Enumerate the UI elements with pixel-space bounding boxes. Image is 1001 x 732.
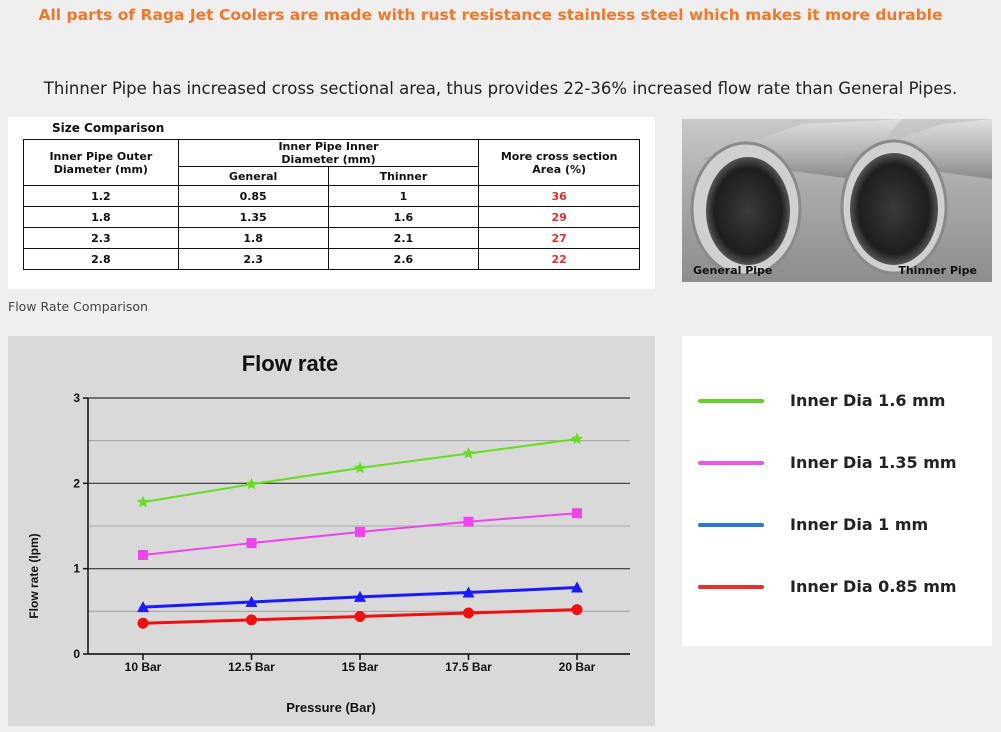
cell-outer: 1.8 — [24, 207, 179, 228]
data-point-star — [571, 433, 583, 445]
x-tick-label: 10 Bar — [124, 660, 162, 674]
header-more-area: More cross section Area (%) — [479, 140, 640, 186]
header-thinner: Thinner — [328, 167, 479, 186]
y-tick-label: 2 — [73, 476, 80, 491]
legend-item — [698, 391, 988, 411]
y-tick-label: 3 — [73, 391, 80, 405]
legend-line — [698, 523, 764, 527]
data-point-square — [138, 550, 148, 560]
subheadline: Thinner Pipe has increased cross sectional area, thus provides 22-36% increased flow rate than General Pipes. — [43, 79, 958, 98]
legend-line — [698, 461, 764, 465]
data-point-square — [572, 508, 582, 518]
x-tick-label: 12.5 Bar — [228, 660, 275, 674]
headline: All parts of Raga Jet Coolers are made with rust resistance stainless steel which makes it more durable — [38, 6, 943, 24]
cell-general: 2.3 — [178, 249, 328, 270]
legend-label: Inner Dia 0.85 mm — [790, 577, 957, 596]
size-comparison-card — [8, 117, 655, 289]
cell-general: 0.85 — [178, 186, 328, 207]
size-comparison-table — [23, 139, 640, 270]
table-row — [24, 186, 640, 207]
legend-label: Inner Dia 1 mm — [790, 515, 929, 534]
cell-area: 29 — [479, 207, 640, 228]
header-general: General — [178, 167, 328, 186]
cell-outer: 2.8 — [24, 249, 179, 270]
chart-series — [137, 433, 583, 629]
table-row — [24, 228, 640, 249]
y-tick-label: 0 — [73, 647, 80, 661]
cell-outer: 1.2 — [24, 186, 179, 207]
cell-area: 36 — [479, 186, 640, 207]
cell-general: 1.35 — [178, 207, 328, 228]
chart-legend — [682, 336, 992, 646]
data-point-circle — [463, 608, 474, 619]
data-point-circle — [355, 611, 366, 622]
flow-rate-chart-svg — [8, 336, 655, 726]
flow-rate-section-label: Flow Rate Comparison — [8, 299, 148, 314]
legend-line — [698, 399, 764, 403]
legend-item — [698, 453, 988, 473]
cell-area: 27 — [479, 228, 640, 249]
cell-thinner: 2.6 — [328, 249, 479, 270]
data-point-square — [464, 517, 474, 527]
legend-line — [698, 585, 764, 589]
chart-title: Flow rate — [241, 351, 339, 376]
general-pipe-label: General Pipe — [693, 264, 773, 277]
data-point-star — [462, 447, 474, 459]
legend-item — [698, 577, 988, 597]
thinner-pipe-label: Thinner Pipe — [898, 264, 977, 277]
cell-area: 22 — [479, 249, 640, 270]
cell-thinner: 2.1 — [328, 228, 479, 249]
header-outer-diameter: Inner Pipe Outer Diameter (mm) — [24, 140, 179, 186]
cell-thinner: 1.6 — [328, 207, 479, 228]
y-axis-label: Flow rate (lpm) — [27, 533, 41, 619]
y-tick-label: 1 — [73, 561, 80, 576]
data-point-circle — [572, 604, 583, 615]
header-inner-diameter: Inner Pipe Inner Diameter (mm) — [178, 140, 479, 167]
flow-rate-chart — [8, 336, 655, 726]
data-point-star — [354, 462, 366, 474]
x-tick-label: 20 Bar — [558, 660, 596, 674]
data-point-star — [245, 478, 257, 490]
data-point-square — [247, 538, 257, 548]
data-point-circle — [138, 618, 149, 629]
cell-general: 1.8 — [178, 228, 328, 249]
cell-outer: 2.3 — [24, 228, 179, 249]
legend-label: Inner Dia 1.35 mm — [790, 453, 957, 472]
data-point-square — [355, 527, 365, 537]
table-row — [24, 207, 640, 228]
size-table-title: Size Comparison — [52, 121, 165, 135]
data-point-star — [137, 496, 149, 508]
x-tick-label: 17.5 Bar — [445, 660, 492, 674]
x-tick-label: 15 Bar — [341, 660, 379, 674]
table-row — [24, 249, 640, 270]
cell-thinner: 1 — [328, 186, 479, 207]
legend-item — [698, 515, 988, 535]
pipe-illustration — [682, 119, 992, 282]
data-point-circle — [246, 614, 257, 625]
legend-label: Inner Dia 1.6 mm — [790, 391, 946, 410]
pipe-photo — [682, 119, 992, 282]
x-axis-label: Pressure (Bar) — [286, 700, 376, 715]
